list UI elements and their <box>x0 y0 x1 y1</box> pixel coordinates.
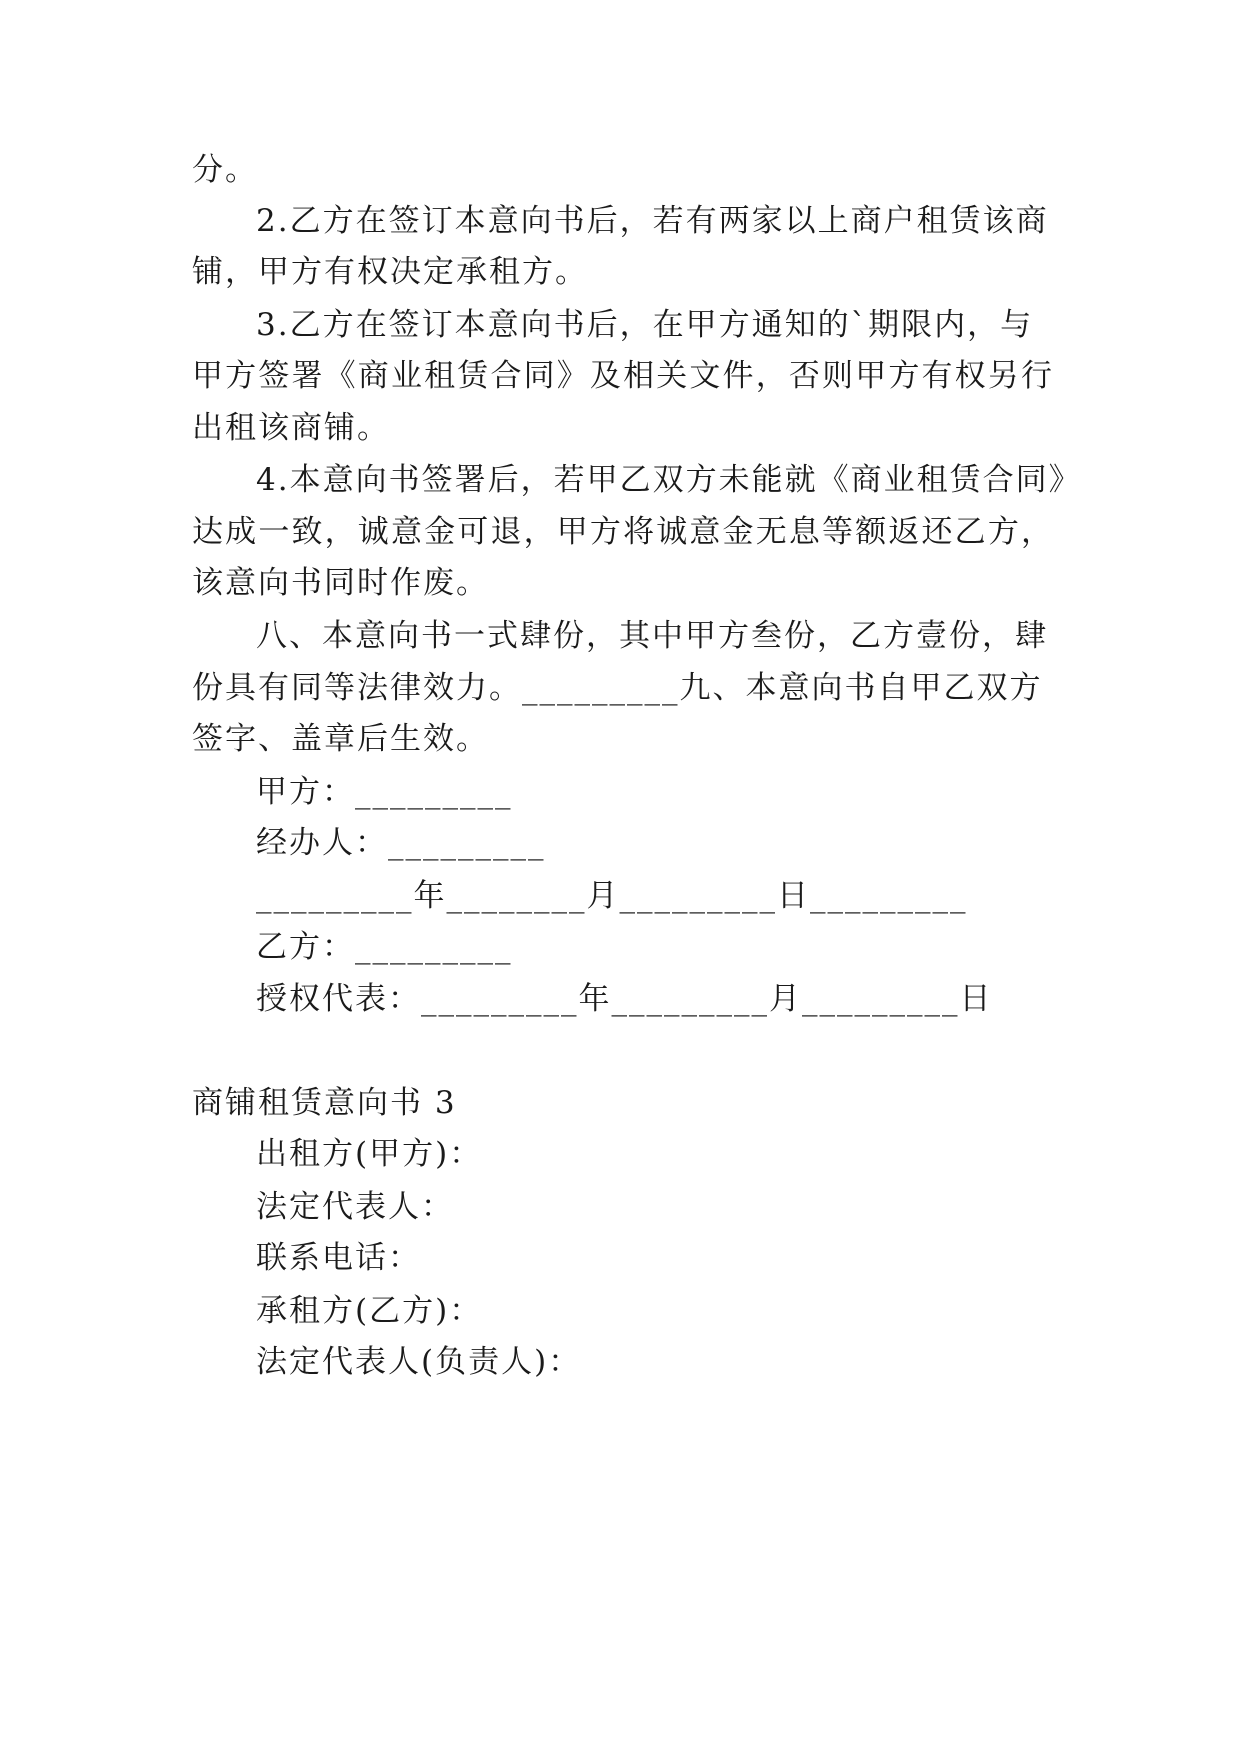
paragraph-line: 分。 <box>192 152 258 188</box>
lessee-label: 承租方(乙方)： <box>256 1293 483 1329</box>
handler-signature: 经办人：_________ <box>256 825 546 861</box>
section-8-line-1: 八、本意向书一式肆份，其中甲方叁份，乙方壹份，肆 <box>256 618 1048 654</box>
clause-2-line-1: 2.乙方在签订本意向书后，若有两家以上商户租赁该商 <box>256 203 1049 239</box>
clause-3-line-2: 甲方签署《商业租赁合同》及相关文件，否则甲方有权另行 <box>192 358 1054 394</box>
clause-4-line-2: 达成一致，诚意金可退，甲方将诚意金无息等额返还乙方， <box>192 514 1054 550</box>
authorized-rep-date-line: 授权代表：_________年_________月_________日 <box>256 981 993 1017</box>
party-b-signature: 乙方：_________ <box>256 929 513 965</box>
date-line-a: _________年________月_________日_________ <box>256 878 968 914</box>
phone-label: 联系电话： <box>256 1240 421 1276</box>
lessor-label: 出租方(甲方)： <box>256 1136 483 1172</box>
section-9-line: 签字、盖章后生效。 <box>192 721 489 757</box>
party-a-signature: 甲方：_________ <box>256 774 513 810</box>
section-heading: 商铺租赁意向书 3 <box>192 1085 457 1121</box>
clause-4-line-1: 4.本意向书签署后，若甲乙双方未能就《商业租赁合同》 <box>256 462 1082 498</box>
legal-rep-label: 法定代表人： <box>256 1189 454 1225</box>
clause-3-line-1: 3.乙方在签订本意向书后，在甲方通知的`期限内，与 <box>256 307 1034 343</box>
clause-3-line-3: 出租该商铺。 <box>192 410 390 446</box>
clause-2-line-2: 铺，甲方有权决定承租方。 <box>192 254 588 290</box>
legal-rep-responsible-label: 法定代表人(负责人)： <box>256 1344 582 1380</box>
section-8-line-2: 份具有同等法律效力。_________九、本意向书自甲乙双方 <box>192 670 1043 706</box>
clause-4-line-3: 该意向书同时作废。 <box>192 565 489 601</box>
